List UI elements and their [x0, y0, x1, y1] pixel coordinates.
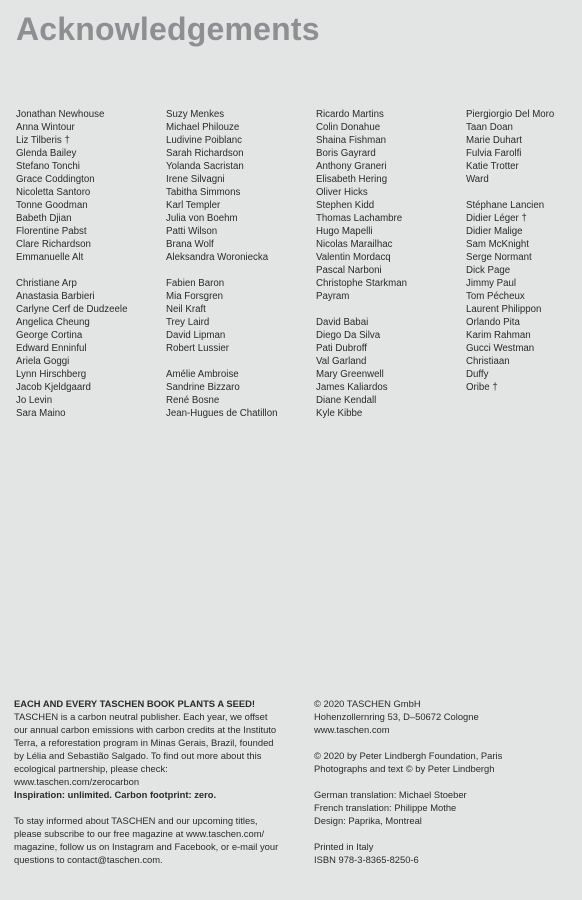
credits-block [314, 788, 574, 827]
name-entry: Ariela Goggi [16, 356, 70, 367]
name-entry: Emmanuelle Alt [16, 252, 84, 263]
name-group [166, 277, 316, 355]
name-entry: Ricardo Martins [316, 109, 384, 120]
name-group [166, 108, 316, 264]
name-entry: Karim Rahman [466, 330, 531, 341]
name-entry: David Lipman [166, 330, 226, 341]
seed-heading: EACH AND EVERY TASCHEN BOOK PLANTS A SEED! [14, 698, 255, 709]
name-entry: Katie Trotter [466, 161, 519, 172]
name-entry: Angelica Cheung [16, 317, 90, 328]
name-entry: Stéphane Lancien [466, 200, 545, 211]
text-line: Terra, a reforestation program in Minas Gerais, Brazil, founded [14, 737, 274, 748]
text-line: © 2020 by Peter Lindbergh Foundation, Paris [314, 750, 503, 761]
name-entry: Karl Templer [166, 200, 221, 211]
name-entry: Tonne Goodman [16, 200, 88, 211]
name-entry: Carlyne Cerf de Dudzeele [16, 304, 128, 315]
names-column-3 [316, 108, 466, 433]
name-entry: Amélie Ambroise [166, 369, 239, 380]
names-column-4 [466, 108, 582, 407]
text-line: TASCHEN is a carbon neutral publisher. Each year, we offset [14, 711, 268, 722]
name-entry: Grace Coddington [16, 174, 95, 185]
carbon-paragraph [14, 710, 294, 788]
name-entry: Marie Duhart [466, 135, 522, 146]
name-entry: Laurent Philippon [466, 304, 542, 315]
name-entry: Sam McKnight [466, 239, 529, 250]
name-entry: Sara Maino [16, 408, 66, 419]
names-column-2 [166, 108, 316, 433]
name-entry: Stephen Kidd [316, 200, 375, 211]
name-group [466, 199, 582, 394]
name-entry: Anthony Graneri [316, 161, 387, 172]
text-line: Photographs and text © by Peter Lindbergh [314, 763, 495, 774]
name-entry: Pascal Narboni [316, 265, 382, 276]
name-entry: Edward Enninful [16, 343, 87, 354]
text-line: ISBN 978-3-8365-8250-6 [314, 854, 419, 865]
text-line: Printed in Italy [314, 841, 374, 852]
name-entry: Diego Da Silva [316, 330, 381, 341]
name-entry: David Babai [316, 317, 369, 328]
website-link[interactable]: www.taschen.com [314, 724, 390, 735]
text-line: French translation: Philippe Mothe [314, 802, 457, 813]
name-entry: Hugo Mapelli [316, 226, 373, 237]
name-entry: Valentin Mordacq [316, 252, 391, 263]
name-entry: George Cortina [16, 330, 83, 341]
name-entry: René Bosne [166, 395, 220, 406]
name-entry: Julia von Boehm [166, 213, 238, 224]
name-entry: Duffy [466, 369, 489, 380]
name-entry: Tabitha Simmons [166, 187, 241, 198]
name-entry: Patti Wilson [166, 226, 218, 237]
name-entry: Pati Dubroff [316, 343, 367, 354]
name-entry: Nicoletta Santoro [16, 187, 91, 198]
name-entry: Christiane Arp [16, 278, 77, 289]
name-entry: Jimmy Paul [466, 278, 517, 289]
name-entry: Jonathan Newhouse [16, 109, 105, 120]
subscribe-paragraph [14, 814, 294, 866]
name-entry: Michael Philouze [166, 122, 240, 133]
name-entry: Clare Richardson [16, 239, 91, 250]
name-entry: Thomas Lachambre [316, 213, 403, 224]
name-entry: Oliver Hicks [316, 187, 368, 198]
name-entry: Babeth Djian [16, 213, 72, 224]
name-entry: Aleksandra Woroniecka [166, 252, 269, 263]
zerocarbon-link[interactable]: www.taschen.com/zerocarbon [14, 776, 140, 787]
name-entry: Didier Léger † [466, 213, 527, 224]
name-entry: Tom Pécheux [466, 291, 525, 302]
text-line: by Lélia and Sebastião Salgado. To find out more about this [14, 750, 262, 761]
name-entry: Gucci Westman [466, 343, 535, 354]
name-entry: Ward [466, 174, 489, 185]
name-entry: Serge Normant [466, 252, 532, 263]
name-entry: Kyle Kibbe [316, 408, 363, 419]
tagline: Inspiration: unlimited. Carbon footprint: zero. [14, 789, 217, 800]
name-entry: Ludivine Poiblanc [166, 135, 242, 146]
name-entry: Robert Lussier [166, 343, 229, 354]
name-entry: Irene Silvagni [166, 174, 225, 185]
name-entry: Boris Gayrard [316, 148, 376, 159]
name-entry: Sandrine Bizzaro [166, 382, 240, 393]
text-line: ecological partnership, please check: [14, 763, 168, 774]
name-entry: Florentine Pabst [16, 226, 87, 237]
page-title: Acknowledgements [16, 11, 320, 47]
name-entry: Orlando Pita [466, 317, 520, 328]
name-entry: Didier Malige [466, 226, 523, 237]
name-group [316, 108, 466, 303]
name-entry: Diane Kendall [316, 395, 377, 406]
name-entry: Glenda Bailey [16, 148, 77, 159]
text-line: © 2020 TASCHEN GmbH [314, 698, 421, 709]
name-entry: Elisabeth Hering [316, 174, 388, 185]
imprint [314, 697, 574, 879]
copyright-block [314, 749, 574, 775]
name-group [316, 316, 466, 420]
name-entry: Jean-Hugues de Chatillon [166, 408, 278, 419]
name-entry: Christiaan [466, 356, 510, 367]
text-line: Design: Paprika, Montreal [314, 815, 422, 826]
name-entry: Val Garland [316, 356, 367, 367]
name-entry: Yolanda Sacristan [166, 161, 244, 172]
seed-notice [14, 697, 294, 866]
name-entry: Brana Wolf [166, 239, 214, 250]
name-entry: Fabien Baron [166, 278, 225, 289]
name-entry: Anna Wintour [16, 122, 75, 133]
names-column-1 [16, 108, 166, 433]
name-entry: Fulvia Farolfi [466, 148, 522, 159]
name-entry: Shaina Fishman [316, 135, 387, 146]
name-entry: Liz Tilberis † [16, 135, 70, 146]
name-entry: Jo Levin [16, 395, 53, 406]
name-entry: Oribe † [466, 382, 498, 393]
name-entry: Suzy Menkes [166, 109, 225, 120]
printing-block [314, 840, 574, 866]
name-entry: Colin Donahue [316, 122, 381, 133]
text-line: Hohenzollernring 53, D–50672 Cologne [314, 711, 479, 722]
name-group [16, 277, 166, 420]
name-entry: Piergiorgio Del Moro [466, 109, 555, 120]
name-entry: Trey Laird [166, 317, 210, 328]
name-entry: Sarah Richardson [166, 148, 244, 159]
name-entry: Dick Page [466, 265, 511, 276]
name-group [466, 108, 582, 186]
text-line: questions to contact@taschen.com. [14, 854, 163, 865]
name-entry: Jacob Kjeldgaard [16, 382, 91, 393]
name-entry: Anastasia Barbieri [16, 291, 95, 302]
text-line: magazine, follow us on Instagram and Facebook, or e-mail your [14, 841, 279, 852]
text-line: our annual carbon emissions with carbon credits at the Instituto [14, 724, 277, 735]
name-entry: Taan Doan [466, 122, 513, 133]
name-entry: Neil Kraft [166, 304, 206, 315]
text-line: To stay informed about TASCHEN and our upcoming titles, [14, 815, 258, 826]
text-line: please subscribe to our free magazine at www.taschen.com/ [14, 828, 265, 839]
publisher-block [314, 697, 574, 736]
name-entry: Mia Forsgren [166, 291, 224, 302]
name-entry: James Kaliardos [316, 382, 388, 393]
name-entry: Stefano Tonchi [16, 161, 80, 172]
name-entry: Mary Greenwell [316, 369, 384, 380]
name-entry: Lynn Hirschberg [16, 369, 87, 380]
name-group [16, 108, 166, 264]
name-entry: Payram [316, 291, 350, 302]
name-entry: Christophe Starkman [316, 278, 407, 289]
text-line: German translation: Michael Stoeber [314, 789, 467, 800]
name-entry: Nicolas Marailhac [316, 239, 393, 250]
name-group [166, 368, 316, 420]
